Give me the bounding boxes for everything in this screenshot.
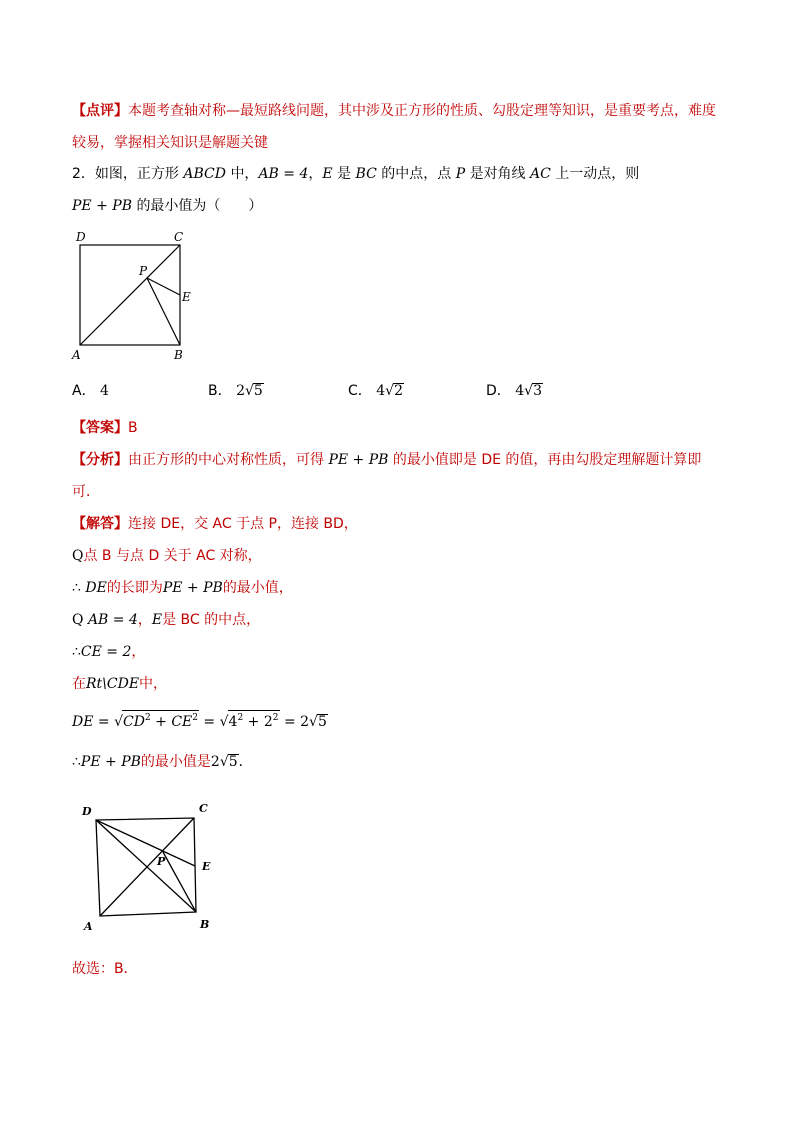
result-coef: 2 bbox=[210, 754, 220, 770]
question-text: ， bbox=[308, 166, 323, 182]
answer-tag: 【答案】 bbox=[72, 420, 128, 436]
option-a[interactable] bbox=[72, 381, 109, 401]
radical-sign: √ bbox=[309, 714, 318, 730]
figure-2 bbox=[76, 796, 226, 936]
label-P: P bbox=[139, 264, 148, 278]
radical-sign: √ bbox=[114, 714, 123, 730]
math-CD: CD bbox=[123, 714, 145, 730]
comment-tag: 【点评】 bbox=[72, 103, 128, 119]
solution-text-6a: 在 bbox=[72, 676, 86, 692]
math-PE-plus-PB: PE + PB bbox=[328, 452, 389, 468]
label-B: B bbox=[200, 918, 210, 931]
math-DE: DE bbox=[85, 580, 107, 596]
solution-comma: ， bbox=[131, 644, 146, 660]
exponent: 2 bbox=[192, 713, 198, 723]
label-P: P bbox=[157, 855, 166, 868]
figure-1 bbox=[70, 226, 210, 366]
result-radicand: 5 bbox=[228, 754, 238, 770]
segment-PB bbox=[163, 852, 196, 912]
radical-sign: √ bbox=[524, 383, 534, 399]
because-symbol: Q bbox=[72, 548, 84, 564]
radical-sign: √ bbox=[219, 714, 229, 730]
label-D: D bbox=[76, 230, 86, 244]
final-answer: 故选：B． bbox=[72, 961, 138, 977]
num-2: 2 bbox=[263, 714, 273, 730]
option-b-radicand: 5 bbox=[253, 383, 263, 399]
solution-text-3b: 的最小值， bbox=[222, 580, 293, 596]
analysis-text-2: 的最小值即是 DE 的值，再由勾股定理解题计算即 bbox=[392, 452, 702, 468]
question-text: 是 bbox=[337, 166, 352, 182]
math-PE-plus-PB: PE + PB bbox=[162, 580, 223, 596]
option-b-letter: B． bbox=[208, 383, 232, 399]
label-C: C bbox=[199, 802, 208, 815]
therefore-symbol: ∴ bbox=[72, 754, 81, 770]
analysis-tag: 【分析】 bbox=[72, 452, 128, 468]
comment-line-1 bbox=[72, 101, 716, 121]
question-text: 上一动点，则 bbox=[555, 166, 640, 182]
question-line-1 bbox=[72, 164, 639, 184]
math-CE: CE bbox=[171, 714, 193, 730]
radicand-3: 5 bbox=[317, 714, 327, 730]
option-a-letter: A． bbox=[72, 383, 96, 399]
analysis-line-2: 可． bbox=[72, 484, 100, 500]
plus: + bbox=[150, 714, 172, 730]
num-4: 4 bbox=[228, 714, 238, 730]
label-E: E bbox=[202, 860, 211, 873]
option-d[interactable] bbox=[486, 381, 543, 401]
label-C: C bbox=[174, 230, 184, 244]
option-b-coef: 2 bbox=[236, 383, 245, 399]
option-c[interactable] bbox=[348, 381, 404, 401]
math-DE-eq: DE = bbox=[72, 714, 110, 730]
solution-line-3 bbox=[72, 578, 293, 598]
option-d-radicand: 3 bbox=[533, 383, 542, 399]
option-d-letter: D． bbox=[486, 383, 511, 399]
solution-text-2: 点 B 与点 D 关于 AC 对称， bbox=[83, 548, 262, 564]
radical-sign: √ bbox=[244, 383, 254, 399]
exponent: 2 bbox=[144, 713, 151, 723]
question-text: 的最小值为（ ） bbox=[136, 198, 263, 214]
label-A: A bbox=[72, 348, 81, 362]
answer-text: B bbox=[128, 420, 138, 436]
comment-text-1: 本题考查轴对称—最短路线问题，其中涉及正方形的性质、勾股定理等知识，是重要考点，难度 bbox=[128, 103, 716, 119]
solution-text-1: 连接 DE，交 AC 于点 P，连接 BD， bbox=[128, 516, 358, 532]
math-AB-eq-4: AB = 4 bbox=[258, 166, 309, 182]
label-B: B bbox=[174, 348, 183, 362]
solution-tag: 【解答】 bbox=[72, 516, 128, 532]
diagonal-DB bbox=[96, 820, 196, 912]
equals: = bbox=[198, 714, 216, 730]
segment-PB bbox=[147, 278, 180, 345]
option-c-coef: 4 bbox=[376, 383, 386, 399]
solution-line-7 bbox=[72, 710, 328, 732]
label-E: E bbox=[182, 290, 191, 304]
solution-text-4: 是 BC 的中点， bbox=[162, 612, 261, 628]
solution-text-3a: 的长即为 bbox=[106, 580, 163, 596]
option-c-radicand: 2 bbox=[394, 383, 403, 399]
math-PE-plus-PB: PE + PB bbox=[72, 198, 132, 214]
radical-sign: √ bbox=[385, 383, 395, 399]
option-a-value: 4 bbox=[100, 383, 109, 399]
therefore-symbol: ∴ bbox=[72, 580, 81, 596]
exponent: 2 bbox=[237, 713, 244, 723]
math-P: P bbox=[455, 166, 466, 182]
question-text: 中， bbox=[230, 166, 259, 182]
solution-comma: ， bbox=[137, 612, 152, 628]
period: ． bbox=[238, 754, 253, 770]
solution-text-6b: 中， bbox=[139, 676, 168, 692]
question-text: 是对角线 bbox=[469, 166, 526, 182]
solution-line-5 bbox=[72, 642, 145, 662]
math-ABCD: ABCD bbox=[183, 166, 226, 182]
therefore-symbol: ∴ bbox=[72, 644, 81, 660]
square-outline bbox=[96, 818, 196, 916]
equals-result: = 2 bbox=[279, 714, 310, 730]
math-BC: BC bbox=[355, 166, 377, 182]
question-text: 2．如图，正方形 bbox=[72, 166, 179, 182]
solution-line-1 bbox=[72, 514, 358, 534]
math-E: E bbox=[322, 166, 333, 182]
math-AC: AC bbox=[530, 166, 551, 182]
solution-line-4 bbox=[72, 610, 260, 630]
solution-line-2 bbox=[72, 546, 262, 566]
segment-DE bbox=[96, 820, 195, 866]
comment-text-2: 较易，掌握相关知识是解题关键 bbox=[72, 135, 268, 151]
diagonal-AC bbox=[80, 245, 180, 345]
solution-text-8: 的最小值是 bbox=[140, 754, 211, 770]
math-AB-eq-4: AB = 4 bbox=[87, 612, 138, 628]
answer-line bbox=[72, 418, 138, 438]
because-symbol: Q bbox=[72, 612, 84, 628]
radical-sign: √ bbox=[219, 754, 229, 770]
analysis-line-1 bbox=[72, 450, 701, 470]
analysis-text-1: 由正方形的中心对称性质，可得 bbox=[128, 452, 324, 468]
solution-line-8 bbox=[72, 752, 253, 772]
solution-line-6 bbox=[72, 674, 167, 694]
option-c-letter: C． bbox=[348, 383, 372, 399]
segment-PE bbox=[147, 278, 180, 295]
label-D: D bbox=[82, 805, 92, 818]
math-E: E bbox=[151, 612, 163, 628]
option-d-coef: 4 bbox=[515, 383, 525, 399]
radicand-1 bbox=[122, 710, 199, 730]
math-triangle-CDE: Rt\CDE bbox=[86, 676, 140, 692]
plus: + bbox=[243, 714, 264, 730]
math-PE-plus-PB: PE + PB bbox=[80, 754, 141, 770]
question-text: 的中点，点 bbox=[381, 166, 452, 182]
question-line-2 bbox=[72, 196, 262, 216]
radicand-2 bbox=[228, 710, 280, 730]
math-CE-eq-2: CE = 2 bbox=[80, 644, 132, 660]
label-A: A bbox=[84, 920, 93, 933]
option-b[interactable] bbox=[208, 381, 264, 401]
exponent: 2 bbox=[272, 713, 279, 723]
